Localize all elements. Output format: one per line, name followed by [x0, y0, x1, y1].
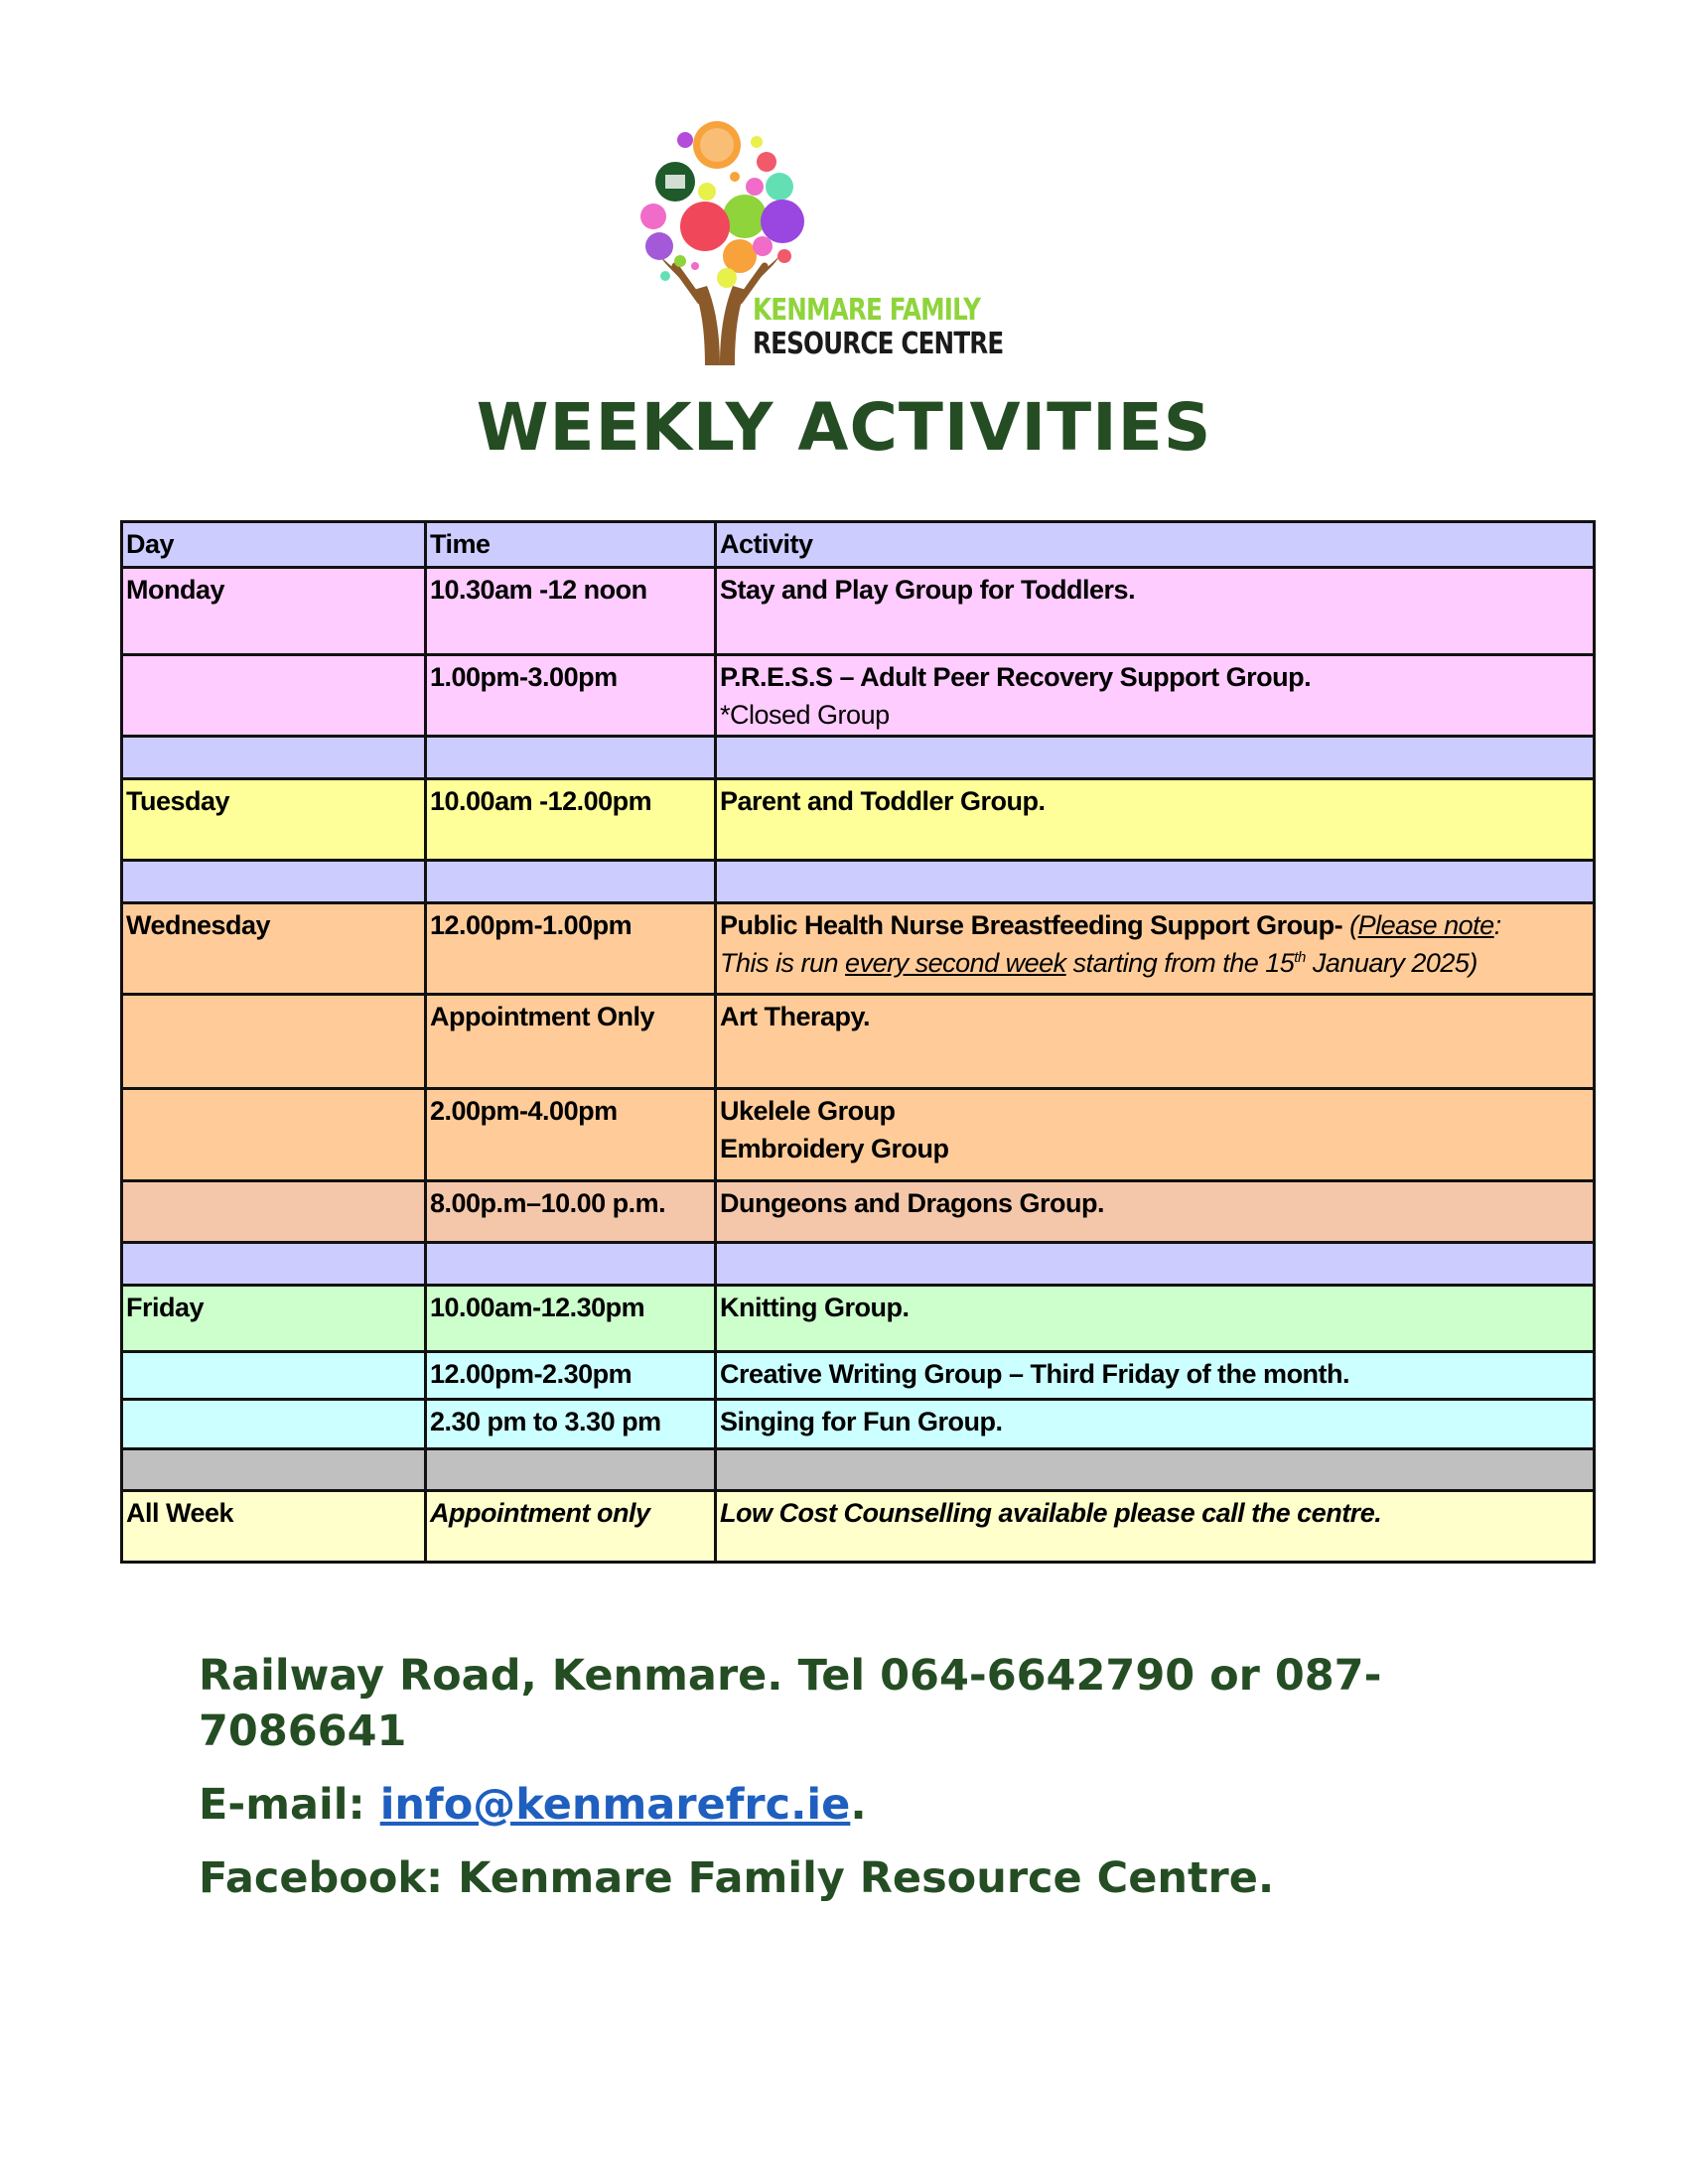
table-row [122, 1181, 1595, 1243]
facebook-line: Facebook: Kenmare Family Resource Centre. [199, 1853, 1275, 1903]
cell-time [426, 737, 716, 779]
logo-line-2: RESOURCE CENTRE [753, 327, 1004, 361]
cell-time [426, 861, 716, 903]
cell-day [122, 1181, 426, 1243]
activity-line: P.R.E.S.S – Adult Peer Recovery Support Group. [720, 662, 1312, 692]
activity-title: Public Health Nurse Breastfeeding Support Group- [720, 910, 1343, 940]
note-every-second-week: every second week [845, 948, 1066, 978]
cell-time [426, 1243, 716, 1286]
cell-activity: Low Cost Counselling available please call the centre. [716, 1491, 1595, 1563]
cell-day [122, 1352, 426, 1400]
table-header-row [122, 522, 1595, 568]
cell-activity: Knitting Group. [716, 1286, 1595, 1352]
activity-line: Embroidery Group [720, 1134, 949, 1163]
table-row [122, 568, 1595, 655]
weekly-activities-table [120, 520, 1596, 1564]
cell-day [122, 1243, 426, 1286]
table-row [122, 1352, 1595, 1400]
logo-line-1: KENMARE FAMILY [753, 293, 981, 328]
cell-time: Appointment Only [426, 995, 716, 1089]
activity-line: *Closed Group [720, 700, 890, 730]
cell-day [122, 1400, 426, 1449]
cell-time: 8.00p.m–10.00 p.m. [426, 1181, 716, 1243]
cell-day: All Week [122, 1491, 426, 1563]
cell-activity: Dungeons and Dragons Group. [716, 1181, 1595, 1243]
cell-time: 10.00am-12.30pm [426, 1286, 716, 1352]
cell-activity [716, 1089, 1595, 1181]
cell-time: 2.00pm-4.00pm [426, 1089, 716, 1181]
address-phone: Railway Road, Kenmare. Tel 064-6642790 or 087-7086641 [199, 1651, 1382, 1756]
email-suffix: . [850, 1780, 867, 1830]
spacer-row [122, 737, 1595, 779]
cell-day [122, 737, 426, 779]
note-open: ( [1342, 910, 1358, 940]
cell-time: 10.30am -12 noon [426, 568, 716, 655]
table-row [122, 1089, 1595, 1181]
contact-info [199, 1648, 1489, 1906]
cell-activity [716, 655, 1595, 737]
table-row [122, 995, 1595, 1089]
spacer-row [122, 1449, 1595, 1491]
cell-time: 2.30 pm to 3.30 pm [426, 1400, 716, 1449]
cell-activity: Parent and Toddler Group. [716, 779, 1595, 861]
table-row [122, 1286, 1595, 1352]
cell-time: 12.00pm-2.30pm [426, 1352, 716, 1400]
table-row [122, 655, 1595, 737]
note-colon: : [1493, 910, 1501, 940]
note-date: January 2025) [1305, 948, 1477, 978]
activity-line: Ukelele Group [720, 1096, 896, 1126]
table-row [122, 903, 1595, 995]
cell-day [122, 1089, 426, 1181]
cell-activity [716, 1449, 1595, 1491]
cell-day: Monday [122, 568, 426, 655]
email-label: E-mail: [199, 1780, 380, 1830]
cell-day [122, 861, 426, 903]
cell-time: 1.00pm-3.00pm [426, 655, 716, 737]
spacer-row [122, 861, 1595, 903]
cell-activity: Creative Writing Group – Third Friday of the month. [716, 1352, 1595, 1400]
note-text: This is run [720, 948, 846, 978]
cell-day: Wednesday [122, 903, 426, 995]
spacer-row [122, 1243, 1595, 1286]
header-day: Day [122, 522, 426, 568]
note-please-note: Please note [1357, 910, 1494, 940]
email-link[interactable]: info@kenmarefrc.ie [379, 1780, 851, 1830]
kfrc-logo [635, 117, 1033, 365]
cell-time: 10.00am -12.00pm [426, 779, 716, 861]
cell-time: Appointment only [426, 1491, 716, 1563]
table-row [122, 1400, 1595, 1449]
cell-activity [716, 861, 1595, 903]
page-title: WEEKLY ACTIVITIES [476, 389, 1212, 466]
header-time: Time [426, 522, 716, 568]
table-row [122, 779, 1595, 861]
cell-day: Tuesday [122, 779, 426, 861]
cell-day [122, 995, 426, 1089]
table-row [122, 1491, 1595, 1563]
cell-activity: Art Therapy. [716, 995, 1595, 1089]
cell-activity [716, 737, 1595, 779]
cell-activity [716, 903, 1595, 995]
cell-day [122, 1449, 426, 1491]
cell-time: 12.00pm-1.00pm [426, 903, 716, 995]
cell-time [426, 1449, 716, 1491]
cell-activity: Stay and Play Group for Toddlers. [716, 568, 1595, 655]
note-sup: th [1294, 949, 1306, 966]
header-activity: Activity [716, 522, 1595, 568]
note-starting: starting from the 15 [1065, 948, 1295, 978]
email-line [199, 1777, 1489, 1833]
logo-wordmark [753, 294, 1003, 361]
cell-activity [716, 1243, 1595, 1286]
cell-day [122, 655, 426, 737]
cell-activity: Singing for Fun Group. [716, 1400, 1595, 1449]
cell-day: Friday [122, 1286, 426, 1352]
